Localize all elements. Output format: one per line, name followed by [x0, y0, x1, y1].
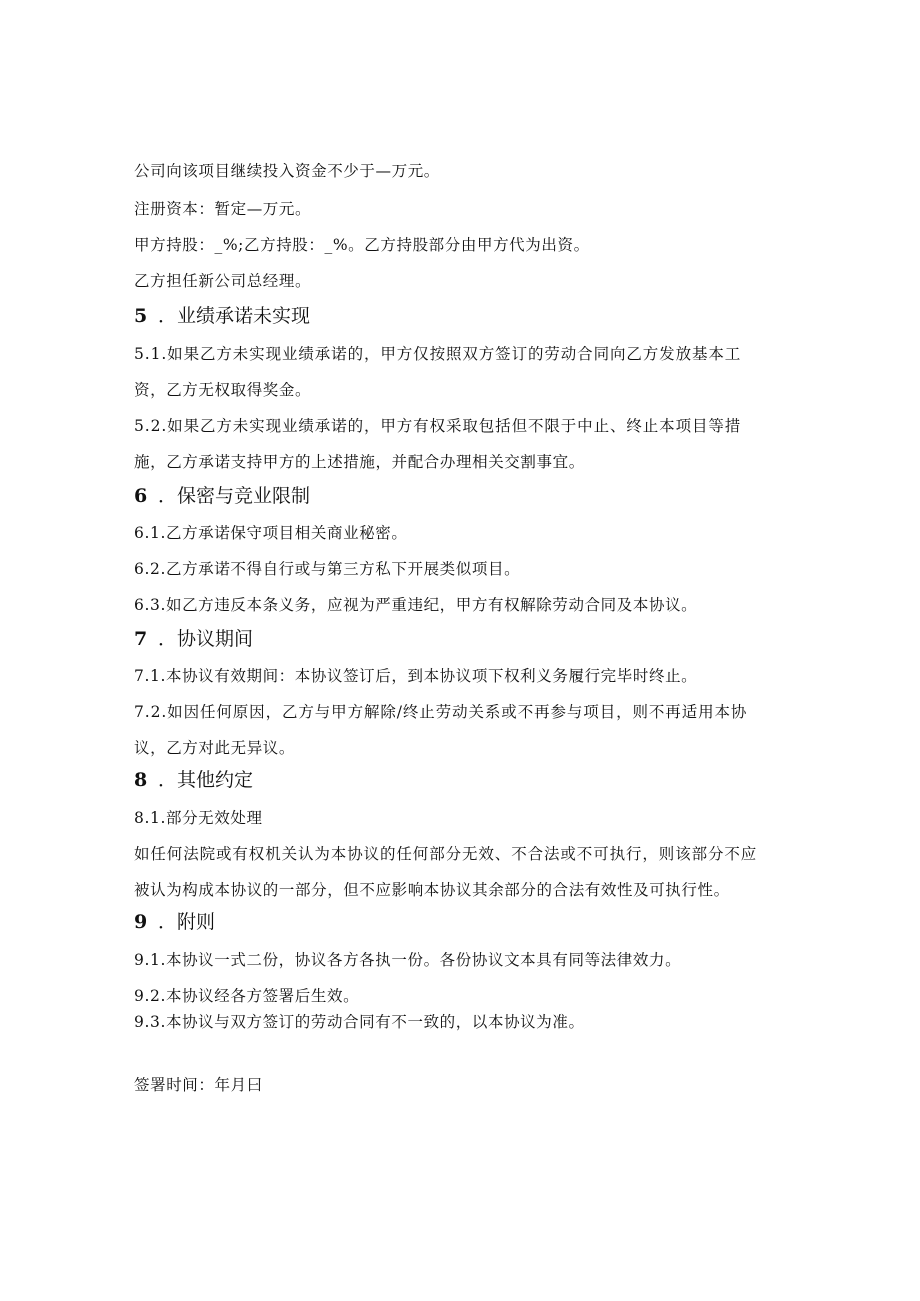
clause-7-2-line-2: 议，乙方对此无异议。: [134, 739, 296, 757]
section-number: 7: [134, 628, 148, 650]
clause-8-paragraph-line-2: 被认为构成本协议的一部分，但不应影响本协议其余部分的合法有效性及可执行性。: [134, 881, 730, 899]
section-number: 9: [134, 911, 148, 933]
signature-date-line: 签署时间：年月曰: [134, 1076, 263, 1094]
section-number: 8: [134, 769, 148, 791]
intro-investment-line: 公司向该项目继续投入资金不少于—万元。: [134, 162, 440, 180]
clause-7-1: 7.1.本协议有效期间：本协议签订后，到本协议项下权利义务履行完毕时终止。: [134, 667, 698, 685]
section-7-heading: [134, 626, 253, 652]
section-title: ．其他约定: [158, 769, 254, 791]
section-6-heading: [134, 483, 310, 509]
intro-shareholding-line: 甲方持股：_%;乙方持股：_%。乙方持股部分由甲方代为出资。: [134, 236, 590, 254]
clause-8-paragraph-line-1: 如任何法院或有权机关认为本协议的任何部分无效、不合法或不可执行，则该部分不应: [134, 845, 758, 863]
section-number: 6: [134, 485, 148, 507]
clause-5-1-line-1: 5.1.如果乙方未实现业绩承诺的，甲方仅按照双方签订的劳动合同向乙方发放基本工: [134, 345, 742, 363]
section-9-heading: [134, 909, 215, 935]
section-title: ．附则: [158, 911, 216, 933]
section-title: ．业绩承诺未实现: [158, 305, 311, 327]
intro-capital-line: 注册资本：暂定—万元。: [134, 200, 312, 218]
section-8-heading: [134, 767, 253, 793]
section-title: ．保密与竞业限制: [158, 485, 311, 507]
clause-5-2-line-1: 5.2.如果乙方未实现业绩承诺的，甲方有权采取包括但不限于中止、终止本项目等措: [134, 417, 742, 435]
section-number: 5: [134, 305, 148, 327]
section-5-heading: [134, 303, 310, 329]
clause-9-3: 9.3.本协议与双方签订的劳动合同有不一致的，以本协议为准。: [134, 1013, 585, 1031]
clause-9-2: 9.2.本协议经各方签署后生效。: [134, 987, 360, 1005]
clause-7-2-line-1: 7.2.如因任何原因，乙方与甲方解除/终止劳动关系或不再参与项目，则不再适用本协: [134, 703, 748, 721]
clause-5-2-line-2: 施，乙方承诺支持甲方的上述措施，并配合办理相关交割事宜。: [134, 453, 585, 471]
clause-6-2: 6.2.乙方承诺不得自行或与第三方私下开展类似项目。: [134, 560, 521, 578]
intro-manager-line: 乙方担任新公司总经理。: [134, 272, 312, 290]
clause-5-1-line-2: 资，乙方无权取得奖金。: [134, 381, 312, 399]
clause-6-3: 6.3.如乙方违反本条义务，应视为严重违纪，甲方有权解除劳动合同及本协议。: [134, 596, 698, 614]
section-title: ．协议期间: [158, 628, 254, 650]
clause-8-1: 8.1.部分无效处理: [134, 809, 263, 827]
clause-6-1: 6.1.乙方承诺保守项目相关商业秘密。: [134, 524, 408, 542]
clause-9-1: 9.1.本协议一式二份，协议各方各执一份。各份协议文本具有同等法律效力。: [134, 951, 682, 969]
